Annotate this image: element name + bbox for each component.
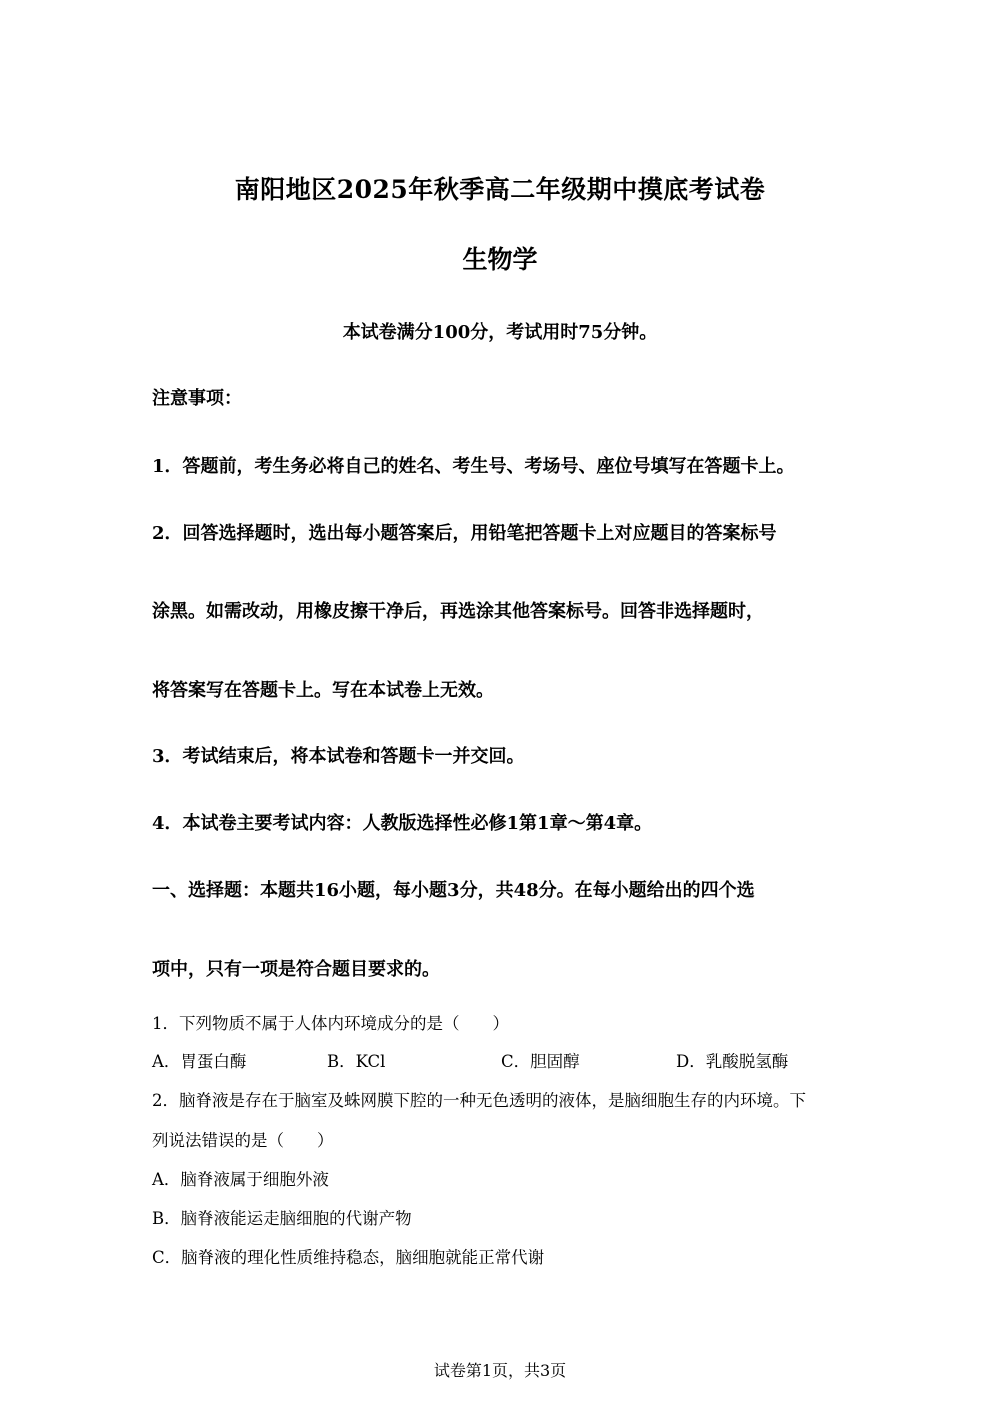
note-item-1: 1．答题前，考生务必将自己的姓名、考生号、考场号、座位号填写在答题卡上。: [152, 456, 795, 477]
question-2-stem-line-1: 2．脑脊液是存在于脑室及蛛网膜下腔的一种无色透明的液体，是脑细胞生存的内环境。下: [152, 1091, 806, 1110]
subject-title: 生物学: [462, 245, 538, 274]
section-1-heading-line-1: 一、选择题：本题共16小题，每小题3分，共48分。在每小题给出的四个选: [152, 880, 755, 901]
section-1-heading-line-2: 项中，只有一项是符合题目要求的。: [152, 959, 440, 980]
question-2-option-c: C．脑脊液的理化性质维持稳态，脑细胞就能正常代谢: [152, 1248, 545, 1267]
question-1-stem: 1．下列物质不属于人体内环境成分的是（ ）: [152, 1014, 509, 1033]
question-1-option-a: A．胃蛋白酶: [152, 1052, 247, 1071]
note-item-2-line-3: 将答案写在答题卡上。写在本试卷上无效。: [152, 680, 494, 701]
question-1-option-d: D．乳酸脱氢酶: [676, 1052, 789, 1071]
notes-heading: 注意事项：: [152, 388, 242, 409]
note-item-3: 3．考试结束后，将本试卷和答题卡一并交回。: [152, 746, 525, 767]
question-2-option-b: B．脑脊液能运走脑细胞的代谢产物: [152, 1209, 412, 1228]
question-2-option-a: A．脑脊液属于细胞外液: [152, 1170, 329, 1189]
note-item-2-line-1: 2．回答选择题时，选出每小题答案后，用铅笔把答题卡上对应题目的答案标号: [152, 523, 777, 544]
question-1-option-c: C．胆固醇: [501, 1052, 580, 1071]
exam-title: 南阳地区2025年秋季高二年级期中摸底考试卷: [234, 175, 766, 204]
score-info: 本试卷满分100分，考试用时75分钟。: [342, 322, 658, 343]
question-2-stem-line-2: 列说法错误的是（ ）: [152, 1131, 334, 1150]
note-item-4: 4．本试卷主要考试内容：人教版选择性必修1第1章～第4章。: [152, 813, 653, 834]
question-1-option-b: B．KCl: [327, 1052, 386, 1071]
note-item-2-line-2: 涂黑。如需改动，用橡皮擦干净后，再选涂其他答案标号。回答非选择题时，: [152, 601, 764, 622]
page-footer: 试卷第1页，共3页: [433, 1361, 567, 1380]
